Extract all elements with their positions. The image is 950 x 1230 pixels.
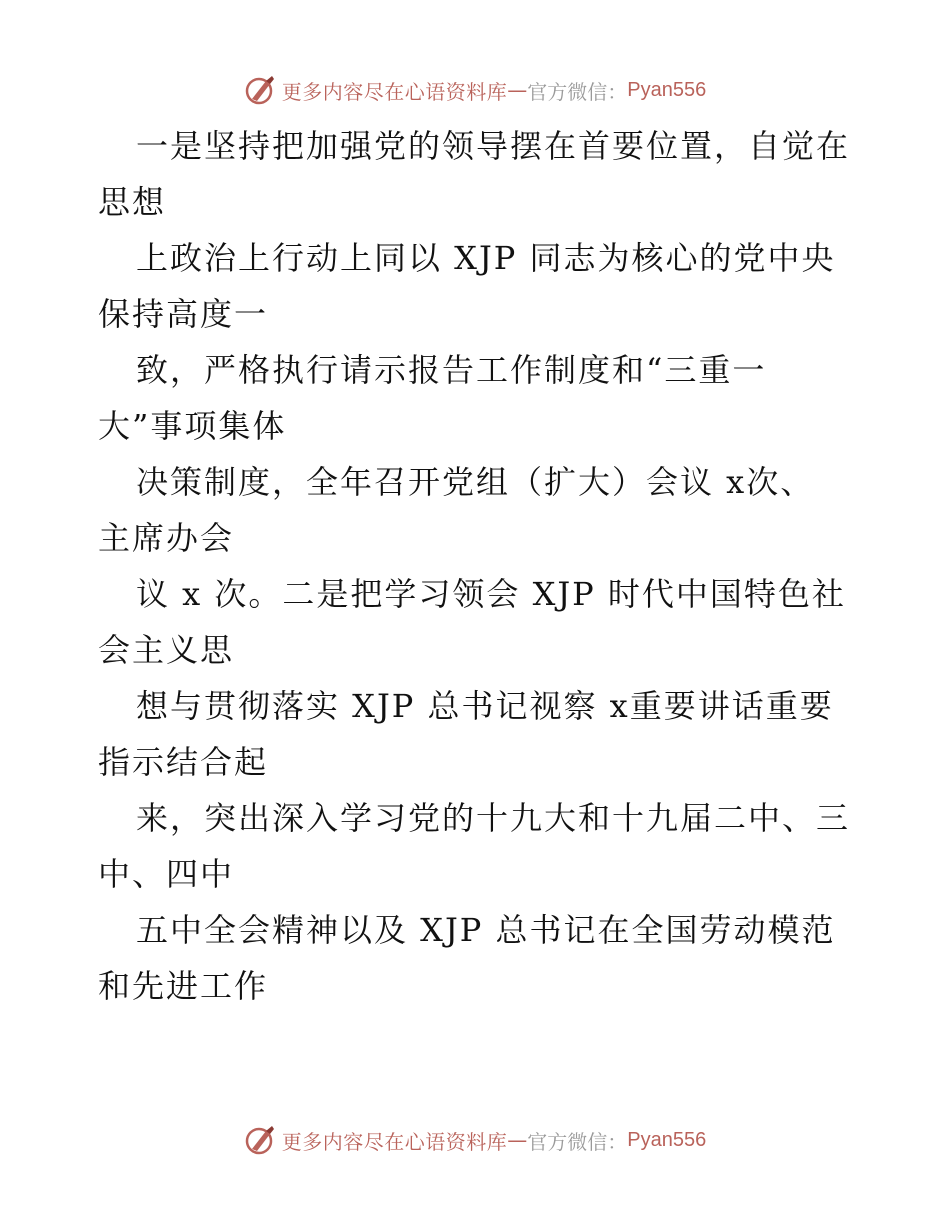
body-line: 上政治上行动上同以 XJP 同志为核心的党中央: [136, 239, 836, 277]
pen-logo-icon: [244, 73, 278, 107]
body-line: 保持高度一: [98, 295, 269, 333]
header-wechat-id: Pyan556: [627, 78, 707, 101]
body-line: 指示结合起: [98, 743, 269, 781]
document-body: [98, 118, 868, 1014]
body-line: 和先进工作: [98, 967, 269, 1005]
body-line: 议 x 次。二是把学习领会 XJP 时代中国特色社: [136, 575, 846, 613]
header-official-label: 官方微信：: [527, 79, 628, 104]
body-line: 一是坚持把加强党的领导摆在首要位置，自觉在: [136, 127, 851, 165]
body-line: 大”事项集体: [98, 407, 287, 445]
body-line: 中、四中: [98, 855, 235, 893]
header-tagline: 更多内容尽在心语资料库: [281, 79, 508, 104]
body-line: 决策制度，全年召开党组（扩大）会议 x次、: [136, 463, 815, 501]
body-line: 会主义思: [98, 631, 235, 669]
body-line: 想与贯彻落实 XJP 总书记视察 x重要讲话重要: [136, 687, 834, 725]
pen-logo-icon: [244, 1123, 278, 1157]
footer-wechat-id: Pyan556: [627, 1128, 707, 1151]
header-banner: [0, 70, 950, 110]
header-dash: —: [507, 78, 528, 102]
body-line: 思想: [98, 183, 167, 221]
footer-official-label: 官方微信：: [527, 1129, 628, 1154]
footer-banner: [0, 1120, 950, 1160]
body-line: 致，严格执行请示报告工作制度和“三重一: [136, 351, 767, 389]
footer-tagline: 更多内容尽在心语资料库: [281, 1129, 508, 1154]
body-line: 主席办会: [98, 519, 235, 557]
body-line: 来，突出深入学习党的十九大和十九届二中、三: [136, 799, 851, 837]
footer-dash: —: [507, 1128, 528, 1152]
body-line: 五中全会精神以及 XJP 总书记在全国劳动模范: [136, 911, 836, 949]
